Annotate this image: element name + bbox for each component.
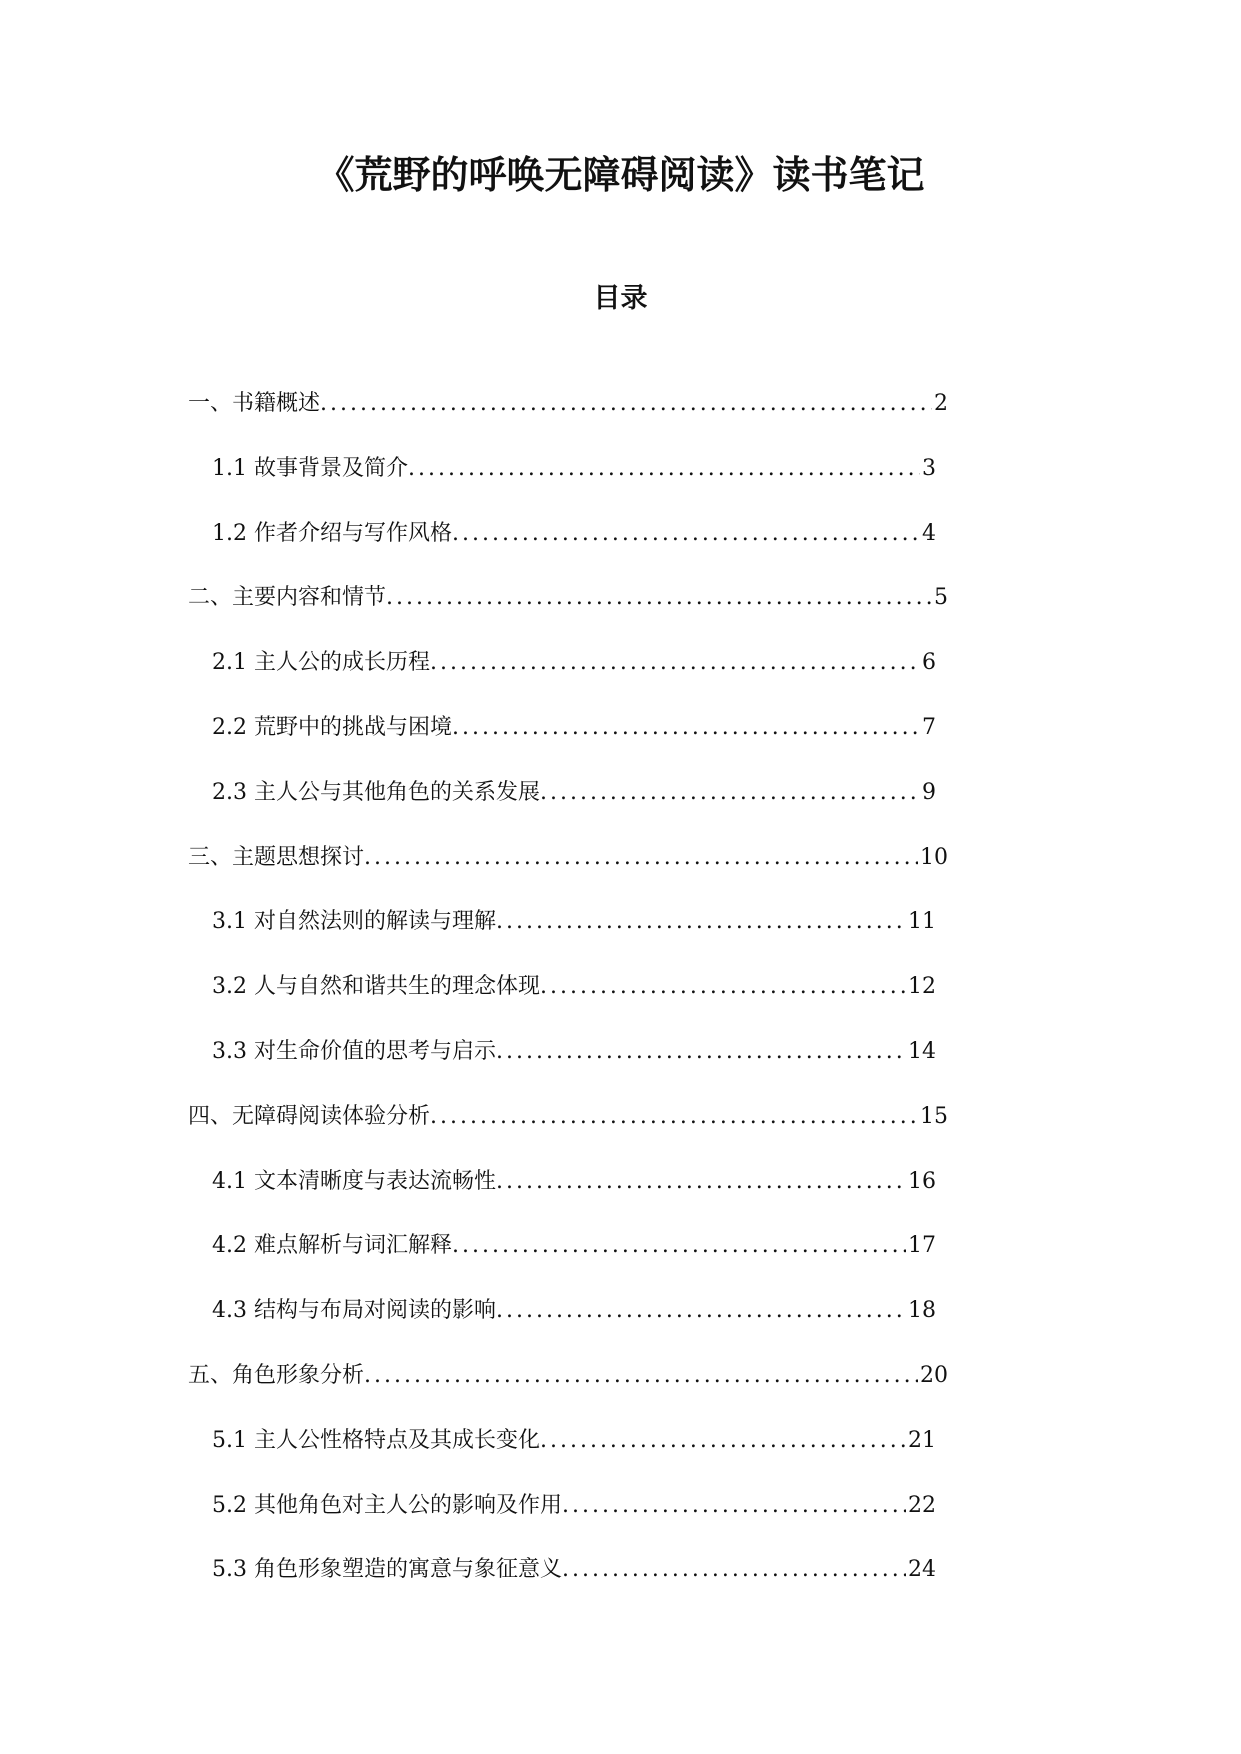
toc-entry[interactable]	[188, 580, 948, 645]
toc-entry[interactable]	[188, 969, 948, 1034]
toc-entry-text: 2.1 主人公的成长历程	[212, 650, 430, 676]
toc-page-number: 16	[908, 1168, 936, 1194]
toc-dot-leader	[562, 1557, 906, 1582]
toc-page-number: 4	[922, 520, 936, 546]
toc-entry-text: 四、无障碍阅读体验分析	[188, 1103, 431, 1129]
toc-entry-text: 一、书籍概述	[188, 391, 321, 416]
toc-dot-leader	[320, 391, 932, 416]
toc-page-number: 14	[908, 1038, 936, 1064]
table-of-contents	[188, 386, 948, 1617]
toc-dot-leader	[364, 1363, 918, 1388]
toc-dot-leader	[496, 1039, 906, 1064]
toc-entry-text: 3.1 对自然法则的解读与理解	[212, 909, 496, 935]
toc-page-number: 3	[922, 455, 936, 481]
toc-entry-text: 3.3 对生命价值的思考与启示	[212, 1038, 496, 1064]
toc-page-number: 2	[934, 391, 948, 416]
toc-entry-text: 2.2 荒野中的挑战与困境	[212, 714, 452, 740]
toc-dot-leader	[430, 650, 920, 675]
toc-entry[interactable]	[188, 1552, 948, 1617]
toc-entry[interactable]	[188, 1228, 948, 1293]
toc-page-number: 17	[908, 1233, 936, 1259]
toc-page-number: 6	[922, 650, 936, 676]
toc-entry-text: 5.3 角色形象塑造的寓意与象征意义	[212, 1557, 562, 1583]
toc-heading: 目录	[593, 283, 648, 314]
toc-dot-leader	[540, 780, 920, 805]
toc-page-number: 22	[908, 1492, 936, 1518]
toc-dot-leader	[386, 585, 932, 610]
toc-entry-text: 1.2 作者介绍与写作风格	[212, 520, 452, 546]
toc-entry[interactable]	[188, 1488, 948, 1553]
toc-page-number: 15	[920, 1103, 948, 1129]
toc-entry-text: 2.3 主人公与其他角色的关系发展	[212, 779, 540, 805]
document-title: 《荒野的呼唤无障碍阅读》读书笔记	[316, 152, 925, 197]
toc-entry[interactable]	[188, 904, 948, 969]
toc-entry-text: 五、角色形象分析	[188, 1362, 365, 1388]
toc-entry[interactable]	[188, 645, 948, 710]
toc-entry-text: 5.2 其他角色对主人公的影响及作用	[212, 1492, 562, 1518]
toc-entry[interactable]	[188, 1358, 948, 1423]
toc-page-number: 9	[922, 779, 936, 805]
toc-entry-text: 4.2 难点解析与词汇解释	[212, 1233, 452, 1259]
toc-dot-leader	[540, 974, 906, 999]
toc-entry-text: 二、主要内容和情节	[188, 585, 387, 611]
toc-page-number: 24	[908, 1557, 936, 1583]
toc-page-number: 20	[920, 1362, 948, 1388]
toc-entry[interactable]	[188, 1293, 948, 1358]
toc-entry-text: 4.1 文本清晰度与表达流畅性	[212, 1168, 496, 1194]
toc-dot-leader	[408, 456, 920, 481]
toc-entry[interactable]	[188, 840, 948, 905]
toc-entry[interactable]	[188, 516, 948, 581]
toc-entry-text: 3.2 人与自然和谐共生的理念体现	[212, 974, 540, 1000]
toc-entry[interactable]	[188, 1099, 948, 1164]
toc-dot-leader	[540, 1428, 906, 1453]
toc-page-number: 10	[920, 844, 948, 870]
toc-page-number: 21	[908, 1427, 936, 1453]
toc-dot-leader	[452, 521, 920, 546]
toc-page-number: 11	[908, 909, 936, 935]
toc-dot-leader	[430, 1104, 918, 1129]
toc-entry[interactable]	[188, 1034, 948, 1099]
toc-dot-leader	[364, 845, 918, 870]
toc-entry[interactable]	[188, 386, 948, 451]
toc-page-number: 7	[922, 714, 936, 740]
toc-entry-text: 4.3 结构与布局对阅读的影响	[212, 1298, 496, 1324]
toc-dot-leader	[452, 715, 920, 740]
toc-entry-text: 5.1 主人公性格特点及其成长变化	[212, 1427, 540, 1453]
toc-entry[interactable]	[188, 1164, 948, 1229]
toc-entry[interactable]	[188, 775, 948, 840]
toc-entry[interactable]	[188, 1423, 948, 1488]
toc-dot-leader	[496, 1169, 906, 1194]
toc-dot-leader	[562, 1493, 906, 1518]
toc-entry-text: 三、主题思想探讨	[188, 844, 365, 870]
toc-entry-text: 1.1 故事背景及简介	[212, 455, 408, 481]
toc-entry[interactable]	[188, 710, 948, 775]
toc-page-number: 5	[934, 585, 948, 611]
toc-dot-leader	[496, 909, 906, 934]
toc-entry[interactable]	[188, 451, 948, 516]
toc-page-number: 12	[908, 974, 936, 1000]
toc-dot-leader	[452, 1233, 906, 1258]
toc-dot-leader	[496, 1298, 906, 1323]
toc-page-number: 18	[908, 1298, 936, 1324]
